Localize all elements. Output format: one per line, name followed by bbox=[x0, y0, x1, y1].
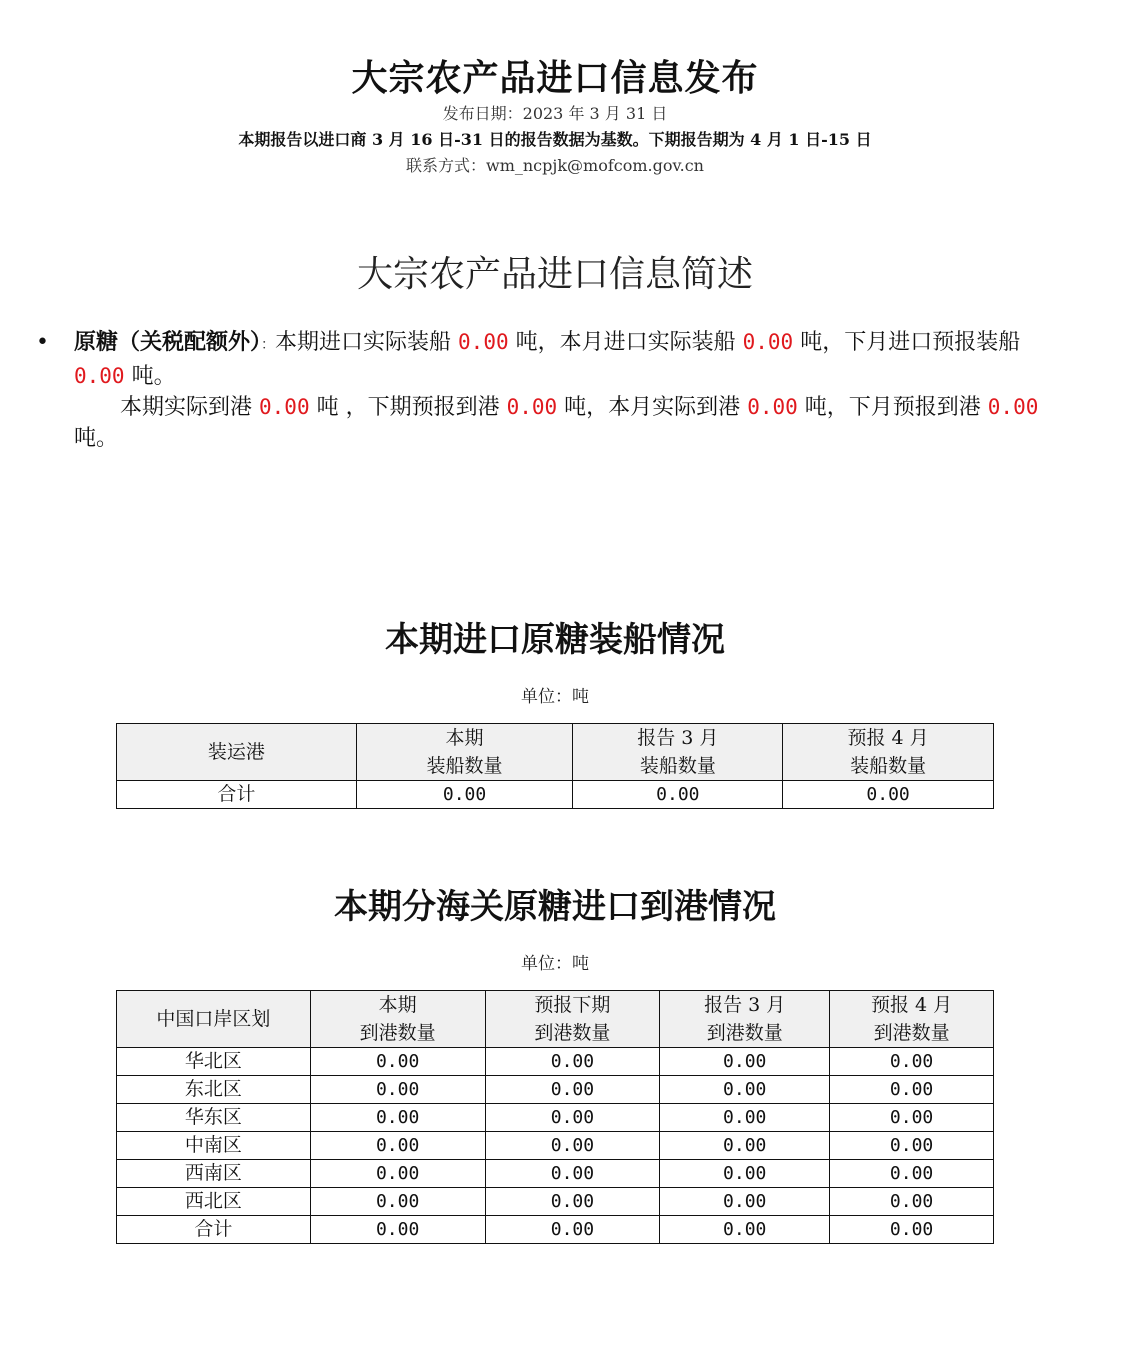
shipping-unit: 单位：吨 bbox=[521, 687, 589, 707]
summary-text: 吨，本月实际到港 bbox=[564, 395, 741, 420]
bullet-icon: • bbox=[36, 330, 49, 355]
summary-value: 0.00 bbox=[458, 330, 509, 354]
table-cell: 0.00 bbox=[356, 781, 573, 809]
table-cell: 0.00 bbox=[485, 1132, 660, 1160]
table-row bbox=[117, 1160, 994, 1188]
summary-line-1 bbox=[36, 327, 1108, 392]
summary-text: 吨，下月进口预报装船 bbox=[800, 330, 1021, 355]
summary-value: 0.00 bbox=[74, 364, 125, 388]
column-header: 报告 3 月 到港数量 bbox=[660, 991, 830, 1048]
table-row bbox=[117, 1188, 994, 1216]
table-cell: 0.00 bbox=[830, 1160, 994, 1188]
table-cell: 0.00 bbox=[660, 1216, 830, 1244]
arrival-table bbox=[116, 990, 994, 1244]
table-cell: 0.00 bbox=[660, 1188, 830, 1216]
summary-title: 大宗农产品进口信息简述 bbox=[356, 254, 753, 295]
column-header: 本期 到港数量 bbox=[310, 991, 485, 1048]
product-name: 原糖（关税配额外） bbox=[74, 329, 262, 355]
summary-text: 吨。 bbox=[131, 364, 176, 389]
table-cell: 0.00 bbox=[485, 1104, 660, 1132]
table-cell: 0.00 bbox=[830, 1216, 994, 1244]
table-cell: 0.00 bbox=[660, 1104, 830, 1132]
table-cell: 0.00 bbox=[783, 781, 994, 809]
report-basis: 本期报告以进口商 3 月 16 日-31 日的报告数据为基数。下期报告期为 4 月 1 日-15 日 bbox=[238, 130, 872, 149]
column-header: 报告 3 月 装船数量 bbox=[573, 724, 783, 781]
arrival-table-title: 本期分海关原糖进口到港情况 bbox=[334, 887, 776, 927]
row-label: 西南区 bbox=[117, 1160, 311, 1188]
summary-text: 本期实际到港 bbox=[120, 395, 253, 420]
row-label: 华东区 bbox=[117, 1104, 311, 1132]
column-header: 预报 4 月 装船数量 bbox=[783, 724, 994, 781]
row-label: 西北区 bbox=[117, 1188, 311, 1216]
summary-value: 0.00 bbox=[742, 330, 794, 354]
summary-value: 0.00 bbox=[747, 395, 798, 419]
table-cell: 0.00 bbox=[660, 1132, 830, 1160]
summary-value: 0.00 bbox=[259, 395, 310, 419]
table-row bbox=[117, 1076, 994, 1104]
row-label: 中南区 bbox=[117, 1132, 311, 1160]
summary-value: 0.00 bbox=[506, 395, 558, 419]
table-cell: 0.00 bbox=[573, 781, 783, 809]
table-cell: 0.00 bbox=[660, 1160, 830, 1188]
table-cell: 0.00 bbox=[830, 1188, 994, 1216]
table-cell: 0.00 bbox=[310, 1048, 485, 1076]
column-header: 中国口岸区划 bbox=[117, 991, 311, 1048]
row-label: 东北区 bbox=[117, 1076, 311, 1104]
table-cell: 0.00 bbox=[660, 1048, 830, 1076]
table-cell: 0.00 bbox=[310, 1132, 485, 1160]
table-row bbox=[117, 1132, 994, 1160]
colon: ： bbox=[261, 337, 276, 353]
summary-value: 0.00 bbox=[987, 395, 1039, 419]
table-row bbox=[117, 781, 994, 809]
summary-text: 吨。 bbox=[74, 426, 119, 451]
column-header: 装运港 bbox=[117, 724, 357, 781]
table-row bbox=[117, 1216, 994, 1244]
arrival-unit: 单位：吨 bbox=[521, 954, 589, 974]
table-cell: 0.00 bbox=[660, 1076, 830, 1104]
table-cell: 0.00 bbox=[310, 1076, 485, 1104]
table-cell: 0.00 bbox=[485, 1076, 660, 1104]
table-row bbox=[117, 1048, 994, 1076]
summary-text: 吨 ，下期预报到港 bbox=[316, 395, 500, 420]
page-title: 大宗农产品进口信息发布 bbox=[351, 57, 759, 99]
summary-block bbox=[36, 327, 1108, 454]
table-cell: 0.00 bbox=[830, 1104, 994, 1132]
contact-info: 联系方式：wm_ncpjk@mofcom.gov.cn bbox=[406, 156, 704, 175]
row-label: 华北区 bbox=[117, 1048, 311, 1076]
table-cell: 0.00 bbox=[310, 1160, 485, 1188]
publish-date: 发布日期：2023 年 3 月 31 日 bbox=[442, 104, 668, 123]
summary-line-3 bbox=[36, 423, 1108, 454]
table-cell: 0.00 bbox=[830, 1132, 994, 1160]
table-cell: 0.00 bbox=[485, 1188, 660, 1216]
column-header: 本期 装船数量 bbox=[356, 724, 573, 781]
summary-line-2 bbox=[36, 392, 1108, 423]
shipping-table-title: 本期进口原糖装船情况 bbox=[385, 620, 725, 660]
column-header: 预报下期 到港数量 bbox=[485, 991, 660, 1048]
table-cell: 0.00 bbox=[485, 1048, 660, 1076]
row-label: 合计 bbox=[117, 1216, 311, 1244]
row-label: 合计 bbox=[117, 781, 357, 809]
table-cell: 0.00 bbox=[830, 1076, 994, 1104]
table-cell: 0.00 bbox=[485, 1216, 660, 1244]
table-row bbox=[117, 1104, 994, 1132]
shipping-table bbox=[116, 723, 994, 809]
table-cell: 0.00 bbox=[310, 1216, 485, 1244]
column-header: 预报 4 月 到港数量 bbox=[830, 991, 994, 1048]
table-header-row bbox=[117, 724, 994, 781]
table-cell: 0.00 bbox=[830, 1048, 994, 1076]
table-cell: 0.00 bbox=[485, 1160, 660, 1188]
table-cell: 0.00 bbox=[310, 1104, 485, 1132]
table-header-row bbox=[117, 991, 994, 1048]
summary-text: 吨，下月预报到港 bbox=[804, 395, 981, 420]
table-cell: 0.00 bbox=[310, 1188, 485, 1216]
summary-text: 本期进口实际装船 bbox=[275, 330, 452, 355]
summary-text: 吨，本月进口实际装船 bbox=[515, 330, 736, 355]
